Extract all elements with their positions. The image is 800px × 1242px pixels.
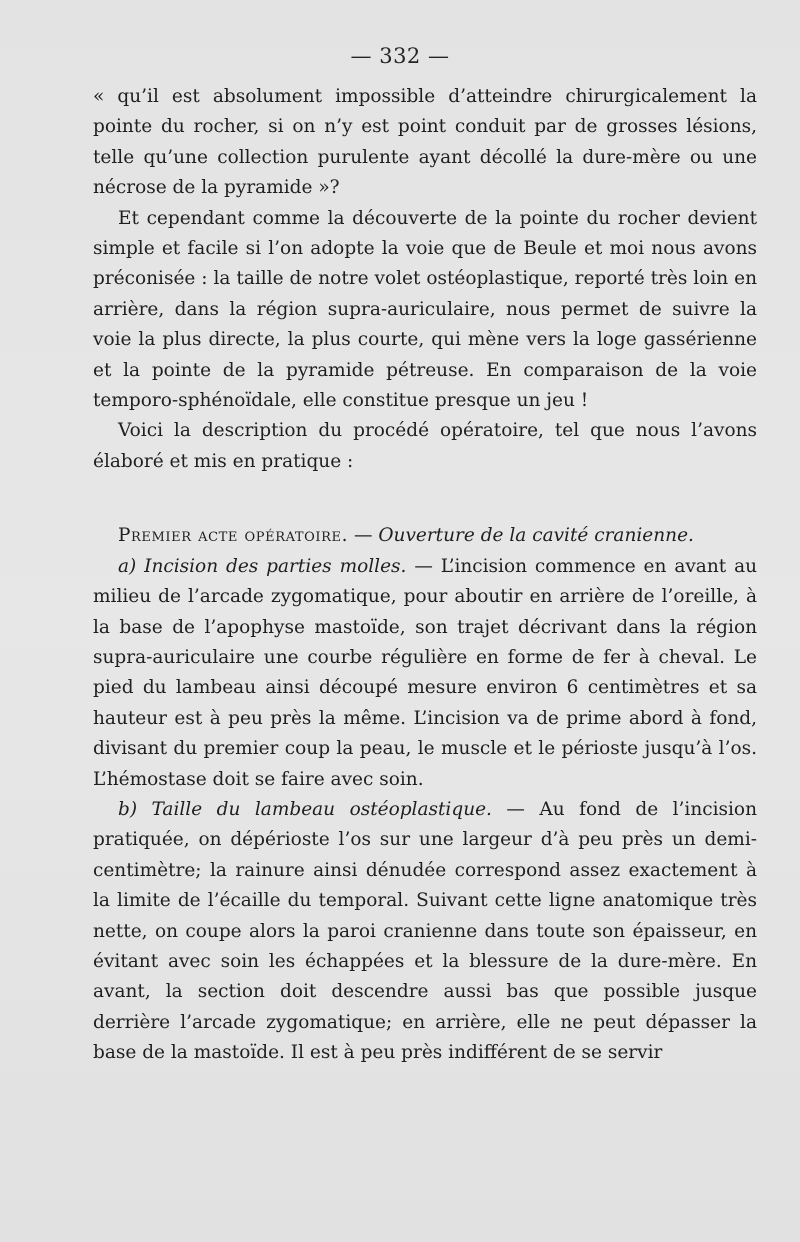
subheading-b-dash: — [491,798,540,820]
paragraph-b-flap [93,795,757,1069]
paragraph-procedure-intro: Voici la description du procédé opératoire, tel que nous l’avons élaboré et mis en pratique : [93,420,757,472]
paragraph-approach: Et cependant comme la découverte de la pointe du rocher devient simple et facile si l’on adopte la voie que de Beule et moi nous avons préconisée : la taille de notre volet ostéoplastique, reporté très loin en arrière, dans la région supra-auriculaire, nous permet de suivre la voie la plus directe, la plus courte, qui mène vers la loge gassérienne et la pointe de la pyramide pétreuse. En comparaison de la voie temporo-sphénoïdale, elle constitue presque un jeu ! [93,207,757,412]
section-heading-label: Premier acte opératoire. [118,525,349,547]
section-heading-dash: — [348,525,379,547]
body-text [93,82,757,1069]
paragraph-quote-continuation: « qu’il est absolument impossible d’atteindre chirurgicalement la pointe du rocher, si on n’y est point conduit par de grosses lésions, telle qu’une collection purulente ayant décollé la dure-mère ou une nécrose de la pyramide »? [93,86,757,199]
paragraph-a-text: L’incision commence en avant au milieu de l’arcade zygomatique, pour aboutir en arrière de l’oreille, à la base de l’apophyse mastoïde, son trajet décrivant dans la région supra-auriculaire une courbe régulière en forme de fer à cheval. Le pied du lambeau ainsi découpé mesure environ 6 centimètres et sa hauteur est à peu près la même. L’incision va de prime abord à fond, divisant du premier coup la peau, le muscle et le périoste jusqu’à l’os. L’hémostase doit se faire avec soin. [93,555,758,790]
subheading-a-dash: — [406,555,441,577]
page-number: — 332 — [350,44,450,68]
section-heading-subtitle: Ouverture de la cavité cranienne. [378,525,694,547]
section-spacer [93,477,757,521]
paragraph-a-incision [93,552,757,795]
section-heading-first-act [93,521,757,551]
subheading-b: b) Taille du lambeau ostéoplastique. [118,798,492,820]
subheading-a: a) Incision des parties molles. [118,555,407,577]
paragraph-b-text: Au fond de l’incision pratiquée, on dépérioste l’os sur une largeur d’à peu près un demi-centimètre; la rainure ainsi dénudée correspond assez exactement à la limite de l’écaille du temporal. Suivant cette ligne anatomique très nette, on coupe alors la paroi cranienne dans toute son épaisseur, en évitant avec soin les échappées et la blessure de la dure-mère. En avant, la section doit descendre aussi bas que possible jusque derrière l’arcade zygomatique; en arrière, elle ne peut dépasser la base de la mastoïde. Il est à peu près indifférent de se servir [93,798,757,1064]
